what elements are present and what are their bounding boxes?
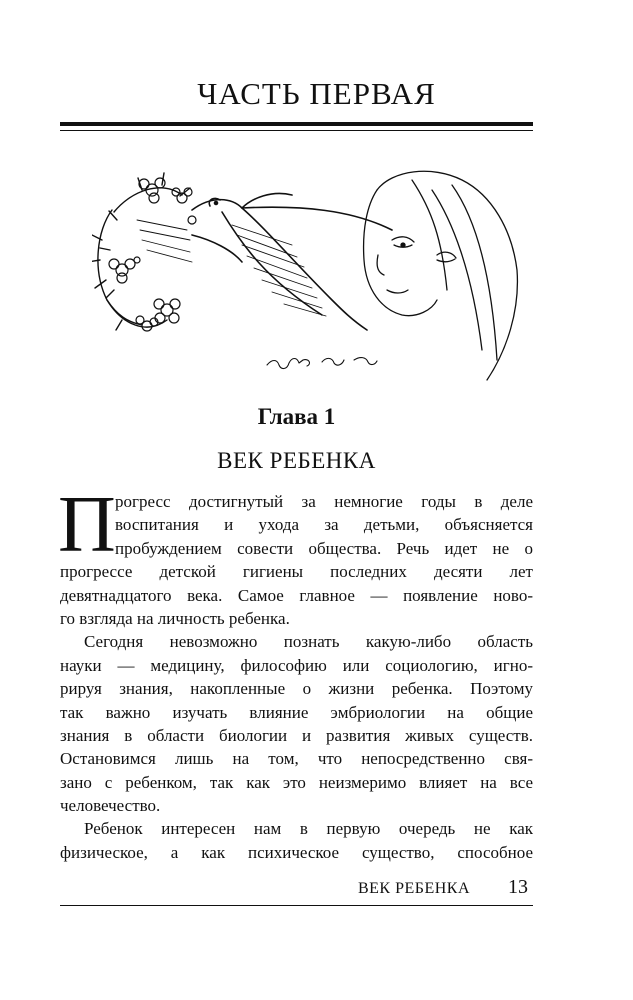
paragraph-line: пробуждением совести общества. Речь идет не о bbox=[115, 538, 533, 558]
chapter-number: Глава 1 bbox=[257, 404, 336, 429]
paragraph-line: человечество. bbox=[60, 796, 161, 816]
paragraph-line: зано с ребенком, так как это неизмеримо влияет на все bbox=[60, 772, 533, 792]
hatching bbox=[137, 220, 326, 316]
girl-face bbox=[364, 171, 518, 380]
chapter-illustration bbox=[92, 150, 527, 390]
header-rule-thin bbox=[60, 130, 533, 131]
paragraph-line: физическое, а как психическое существо, способное bbox=[60, 842, 533, 862]
paragraph-line: рогресс достигнутый за немногие годы в деле bbox=[115, 492, 533, 511]
paragraph-line: Ребенок интересен нам в первую очередь не как bbox=[84, 819, 533, 839]
paragraph-line: прогрессе детской гигиены последних десяти лет bbox=[60, 562, 533, 582]
part-title: ЧАСТЬ ПЕРВАЯ bbox=[197, 76, 436, 111]
paragraph-line: го взгляда на личность ребенка. bbox=[60, 608, 290, 628]
header-rule-thick bbox=[60, 122, 533, 126]
page-number: 13 bbox=[508, 876, 528, 898]
paragraph-line: Сегодня невозможно познать какую-либо область bbox=[84, 632, 533, 652]
paragraph-line: знания в области биологии и развития живых существ. bbox=[60, 725, 533, 745]
chapter-title: ВЕК РЕБЕНКА bbox=[217, 448, 376, 473]
artist-signature bbox=[267, 358, 377, 369]
swallow-bird bbox=[192, 193, 392, 330]
flowers bbox=[109, 178, 196, 331]
footer-rule bbox=[60, 905, 533, 906]
paragraph-line: так важно изучать влияние эмбриологии на общие bbox=[60, 702, 533, 722]
thorn-wreath bbox=[92, 173, 190, 330]
paragraph-line: Остановимся лишь на том, что непосредственно свя- bbox=[60, 749, 533, 769]
paragraph-line: девятнадцатого века. Самое главное — появление ново- bbox=[60, 585, 533, 605]
running-head: ВЕК РЕБЕНКА bbox=[357, 880, 470, 897]
drop-cap: П bbox=[58, 488, 116, 558]
body-text bbox=[60, 490, 533, 864]
paragraph-line: рируя знания, накопленные о жизни ребенка. Поэтому bbox=[60, 679, 533, 699]
paragraph-line: воспитания и ухода за детьми, объясняется bbox=[115, 515, 533, 535]
paragraph-line: науки — медицину, философию или социологию, игно- bbox=[60, 655, 533, 675]
